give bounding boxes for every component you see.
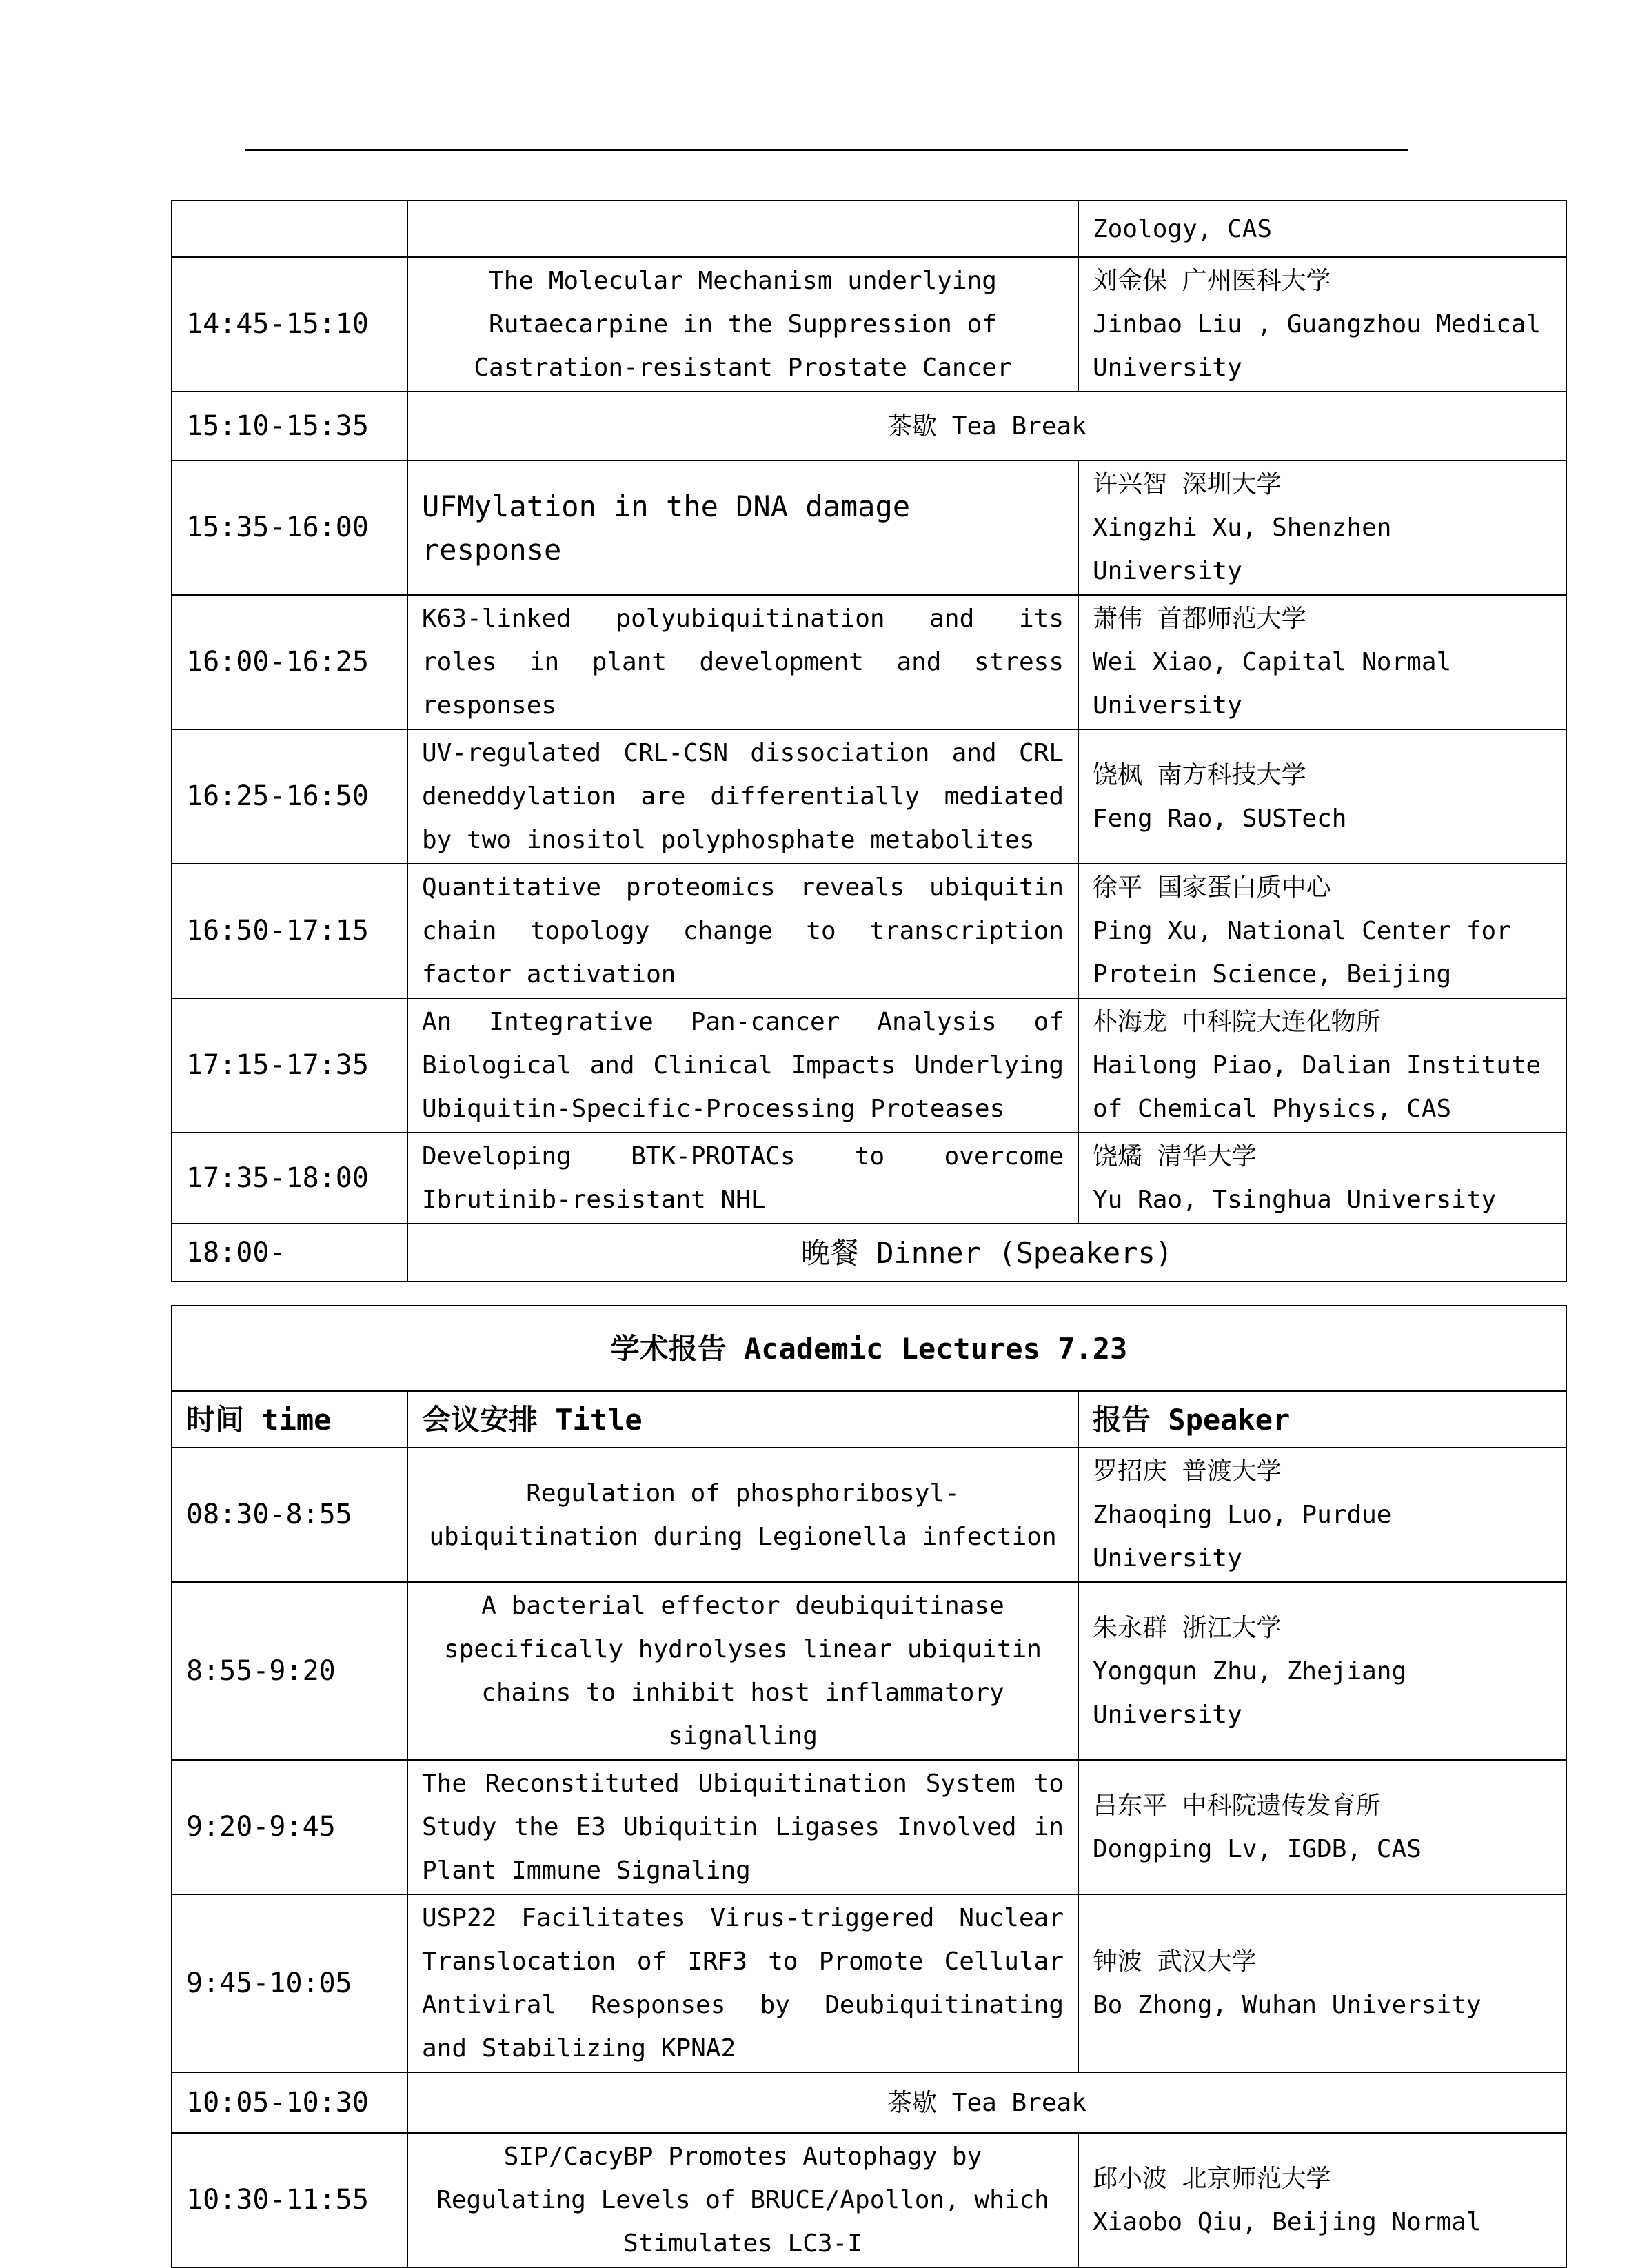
table-row [172,1760,1566,1894]
speaker-cell [1078,1133,1566,1224]
time-cell: 16:25-16:50 [172,729,407,864]
table-row [172,257,1566,392]
header-title: 会议安排 Title [407,1391,1078,1448]
speaker-cn: 许兴智 深圳大学 [1093,470,1282,498]
title-cell: The Molecular Mechanism underlying Rutaecarpine in the Suppression of Castration-resistant Prostate Cancer [407,257,1078,392]
time-cell: 15:35-16:00 [172,460,407,595]
speaker-cn: 徐平 国家蛋白质中心 [1093,873,1331,902]
table-row [172,2133,1566,2267]
speaker-en: Xingzhi Xu, Shenzhen University [1093,514,1392,585]
title-cell: UFMylation in the DNA damage response [407,460,1078,595]
table-row [172,998,1566,1133]
speaker-cell [1078,1582,1566,1760]
speaker-cell [1078,201,1566,257]
speaker-cell [1078,257,1566,392]
table-row [172,2072,1566,2133]
title-cell: Regulation of phosphoribosyl-ubiquitination during Legionella infection [407,1448,1078,1582]
time-cell: 9:20-9:45 [172,1760,407,1894]
table-row [172,392,1566,460]
title-cell: SIP/CacyBP Promotes Autophagy by Regulating Levels of BRUCE/Apollon, which Stimulates LC3-I [407,2133,1078,2267]
speaker-cn: 饶燏 清华大学 [1093,1142,1257,1171]
time-cell: 08:30-8:55 [172,1448,407,1582]
speaker-cell [1078,1760,1566,1894]
table-row [172,1448,1566,1582]
speaker-en: Wei Xiao, Capital Normal University [1093,648,1452,720]
speaker-cell [1078,2133,1566,2267]
dinner-cell: 晚餐 Dinner (Speakers) [407,1224,1566,1282]
table-row [172,1894,1566,2072]
table-caption: 学术报告 Academic Lectures 7.23 [172,1306,1566,1391]
speaker-cn: 罗招庆 普渡大学 [1093,1457,1282,1486]
speaker-cn: 萧伟 首都师范大学 [1093,605,1306,633]
time-cell: 9:45-10:05 [172,1894,407,2072]
title-cell: Quantitative proteomics reveals ubiquitin chain topology change to transcription factor activation [407,864,1078,998]
speaker-cell [1078,460,1566,595]
schedule-table-1 [171,200,1567,1282]
title-cell [407,201,1078,257]
speaker-en: Feng Rao, SUSTech [1093,804,1347,833]
tea-break-cell: 茶歇 Tea Break [407,392,1566,460]
speaker-cn: 饶枫 南方科技大学 [1093,760,1306,789]
speaker-cn: 吕东平 中科院遗传发育所 [1093,1791,1381,1820]
title-cell: K63-linked polyubiquitination and its roles in plant development and stress responses [407,595,1078,729]
header-rule [245,149,1408,151]
title-cell: UV-regulated CRL-CSN dissociation and CRL deneddylation are differentially mediated by two inositol polyphosphate metabolites [407,729,1078,864]
time-cell: 15:10-15:35 [172,392,407,460]
speaker-cell [1078,998,1566,1133]
title-cell: An Integrative Pan-cancer Analysis of Biological and Clinical Impacts Underlying Ubiquitin-Specific-Processing Proteases [407,998,1078,1133]
table-row [172,1133,1566,1224]
speaker-cn: 朴海龙 中科院大连化物所 [1093,1008,1381,1036]
table-row [172,460,1566,595]
speaker-en: Jinbao Liu , Guangzhou Medical University [1093,310,1541,382]
table-row [172,1582,1566,1760]
time-cell: 14:45-15:10 [172,257,407,392]
table-row [172,729,1566,864]
speaker-cn: 钟波 武汉大学 [1093,1947,1257,1976]
speaker-en: Yongqun Zhu, Zhejiang University [1093,1657,1407,1729]
time-cell [172,201,407,257]
time-cell: 17:15-17:35 [172,998,407,1133]
speaker-en: Yu Rao, Tsinghua University [1093,1186,1497,1214]
table-row [172,864,1566,998]
speaker-cell [1078,864,1566,998]
speaker-cell [1078,729,1566,864]
time-cell: 18:00- [172,1224,407,1282]
speaker-en: Zoology, CAS [1093,214,1273,243]
tea-break-cell: 茶歇 Tea Break [407,2072,1566,2133]
title-cell: A bacterial effector deubiquitinase specifically hydrolyses linear ubiquitin chains to inhibit host inflammatory signalling [407,1582,1078,1760]
header-speaker: 报告 Speaker [1078,1391,1566,1448]
time-cell: 16:00-16:25 [172,595,407,729]
speaker-en: Bo Zhong, Wuhan University [1093,1991,1482,2019]
speaker-cell [1078,595,1566,729]
table-row [172,595,1566,729]
speaker-cell [1078,1894,1566,2072]
table-row [172,1224,1566,1282]
speaker-cn: 邱小波 北京师范大学 [1093,2164,1331,2193]
table-caption-row [172,1306,1566,1391]
title-cell: The Reconstituted Ubiquitination System to Study the E3 Ubiquitin Ligases Involved in Plant Immune Signaling [407,1760,1078,1894]
time-cell: 17:35-18:00 [172,1133,407,1224]
speaker-en: Xiaobo Qiu, Beijing Normal [1093,2207,1482,2236]
header-time: 时间 time [172,1391,407,1448]
time-cell: 16:50-17:15 [172,864,407,998]
speaker-en: Hailong Piao, Dalian Institute of Chemical Physics, CAS [1093,1051,1541,1123]
speaker-cn: 朱永群 浙江大学 [1093,1613,1282,1642]
time-cell: 10:05-10:30 [172,2072,407,2133]
speaker-en: Dongping Lv, IGDB, CAS [1093,1834,1422,1863]
speaker-cell [1078,1448,1566,1582]
speaker-en: Ping Xu, National Center for Protein Science, Beijing [1093,917,1511,989]
table-row [172,201,1566,257]
time-cell: 8:55-9:20 [172,1582,407,1760]
title-cell: USP22 Facilitates Virus-triggered Nuclear Translocation of IRF3 to Promote Cellular Antiviral Responses by Deubiquitinating and Stabilizing KPNA2 [407,1894,1078,2072]
speaker-cn: 刘金保 广州医科大学 [1093,267,1331,295]
schedule-table-2 [171,1305,1567,2268]
time-cell: 10:30-11:55 [172,2133,407,2267]
title-cell: Developing BTK-PROTACs to overcome Ibrutinib-resistant NHL [407,1133,1078,1224]
table-header-row [172,1391,1566,1448]
speaker-en: Zhaoqing Luo, Purdue University [1093,1501,1392,1572]
